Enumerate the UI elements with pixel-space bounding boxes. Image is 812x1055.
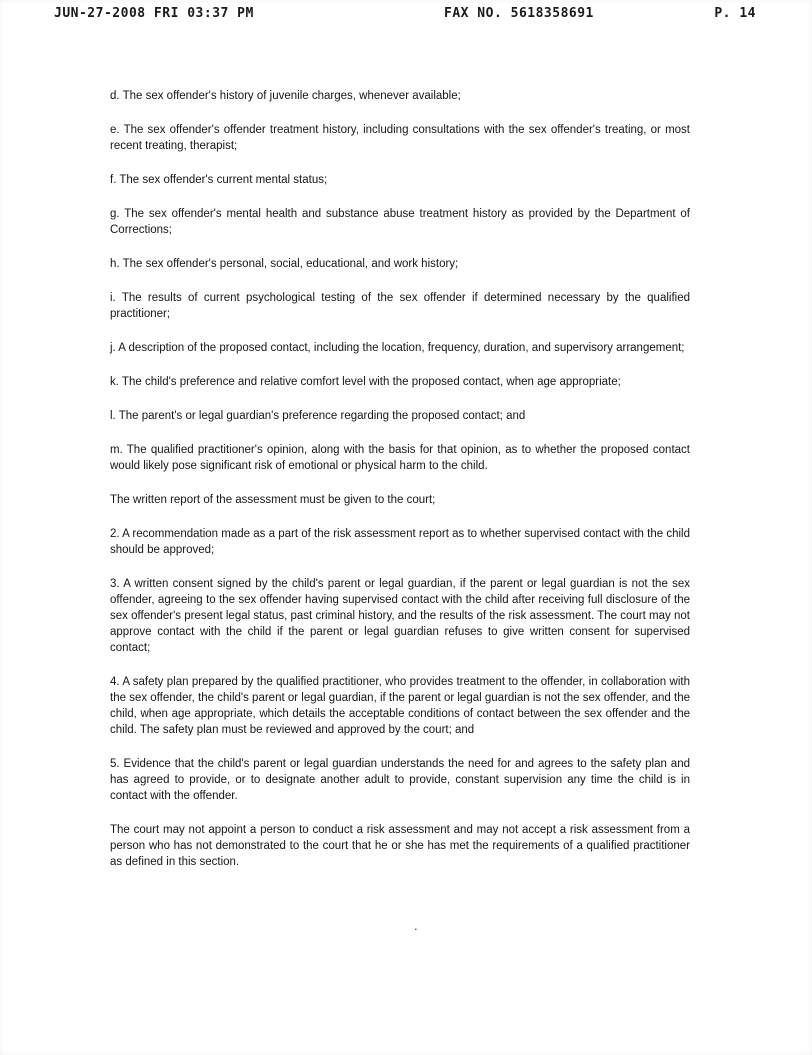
fax-page-number: P. 14 bbox=[714, 6, 756, 21]
fax-timestamp: JUN-27-2008 FRI 03:37 PM bbox=[54, 6, 254, 21]
paragraph-item-e: e. The sex offender's offender treatment history, including consultations with the sex offender's treating, or most recent treating, therapist; bbox=[110, 124, 690, 152]
scan-artifact-dot: . bbox=[414, 918, 418, 933]
paragraph-item-i: i. The results of current psychological testing of the sex offender if determined necessary by the qualified practitioner; bbox=[110, 292, 690, 320]
paragraph-item-2: 2. A recommendation made as a part of the risk assessment report as to whether supervised contact with the child should be approved; bbox=[110, 528, 690, 556]
paragraph-item-d: d. The sex offender's history of juvenile charges, whenever available; bbox=[110, 90, 461, 102]
paragraph-item-k: k. The child's preference and relative comfort level with the proposed contact, when age appropriate; bbox=[110, 376, 621, 388]
paragraph-written-report: The written report of the assessment must be given to the court; bbox=[110, 494, 436, 506]
paragraph-item-5: 5. Evidence that the child's parent or legal guardian understands the need for and agrees to the safety plan and has agreed to provide, or to designate another adult to provide, constant supervision any time the child is in contact with the offender. bbox=[110, 758, 690, 802]
paragraph-item-m: m. The qualified practitioner's opinion, along with the basis for that opinion, as to whether the proposed contact would likely pose significant risk of emotional or physical harm to the child. bbox=[110, 444, 690, 472]
paragraph-closing: The court may not appoint a person to conduct a risk assessment and may not accept a risk assessment from a person who has not demonstrated to the court that he or she has met the requirements of a qualified practitioner as defined in this section. bbox=[110, 824, 690, 868]
paragraph-item-4: 4. A safety plan prepared by the qualified practitioner, who provides treatment to the offender, in collaboration with the sex offender, the child's parent or legal guardian, if the parent or legal guardian is not the sex offender, and the child, when age appropriate, which details the acceptable conditions of contact between the sex offender and the child. The safety plan must be reviewed and approved by the court; and bbox=[110, 676, 690, 736]
paragraph-item-h: h. The sex offender's personal, social, educational, and work history; bbox=[110, 258, 459, 270]
fax-number: FAX NO. 5618358691 bbox=[444, 6, 594, 21]
paragraph-item-g: g. The sex offender's mental health and substance abuse treatment history as provided by the Department of Corrections; bbox=[110, 208, 690, 236]
paragraph-item-j: j. A description of the proposed contact, including the location, frequency, duration, and supervisory arrangement; bbox=[110, 342, 685, 354]
document-body bbox=[110, 88, 690, 888]
paragraph-item-l: l. The parent's or legal guardian's preference regarding the proposed contact; and bbox=[110, 410, 526, 422]
paragraph-item-3: 3. A written consent signed by the child's parent or legal guardian, if the parent or legal guardian is not the sex offender, agreeing to the sex offender having supervised contact with the child after receiving full disclosure of the sex offender's present legal status, past criminal history, and the results of the risk assessment. The court may not approve contact with the child if the parent or legal guardian refuses to give written consent for supervised contact; bbox=[110, 578, 690, 654]
fax-header bbox=[0, 4, 812, 26]
paragraph-item-f: f. The sex offender's current mental status; bbox=[110, 174, 328, 186]
